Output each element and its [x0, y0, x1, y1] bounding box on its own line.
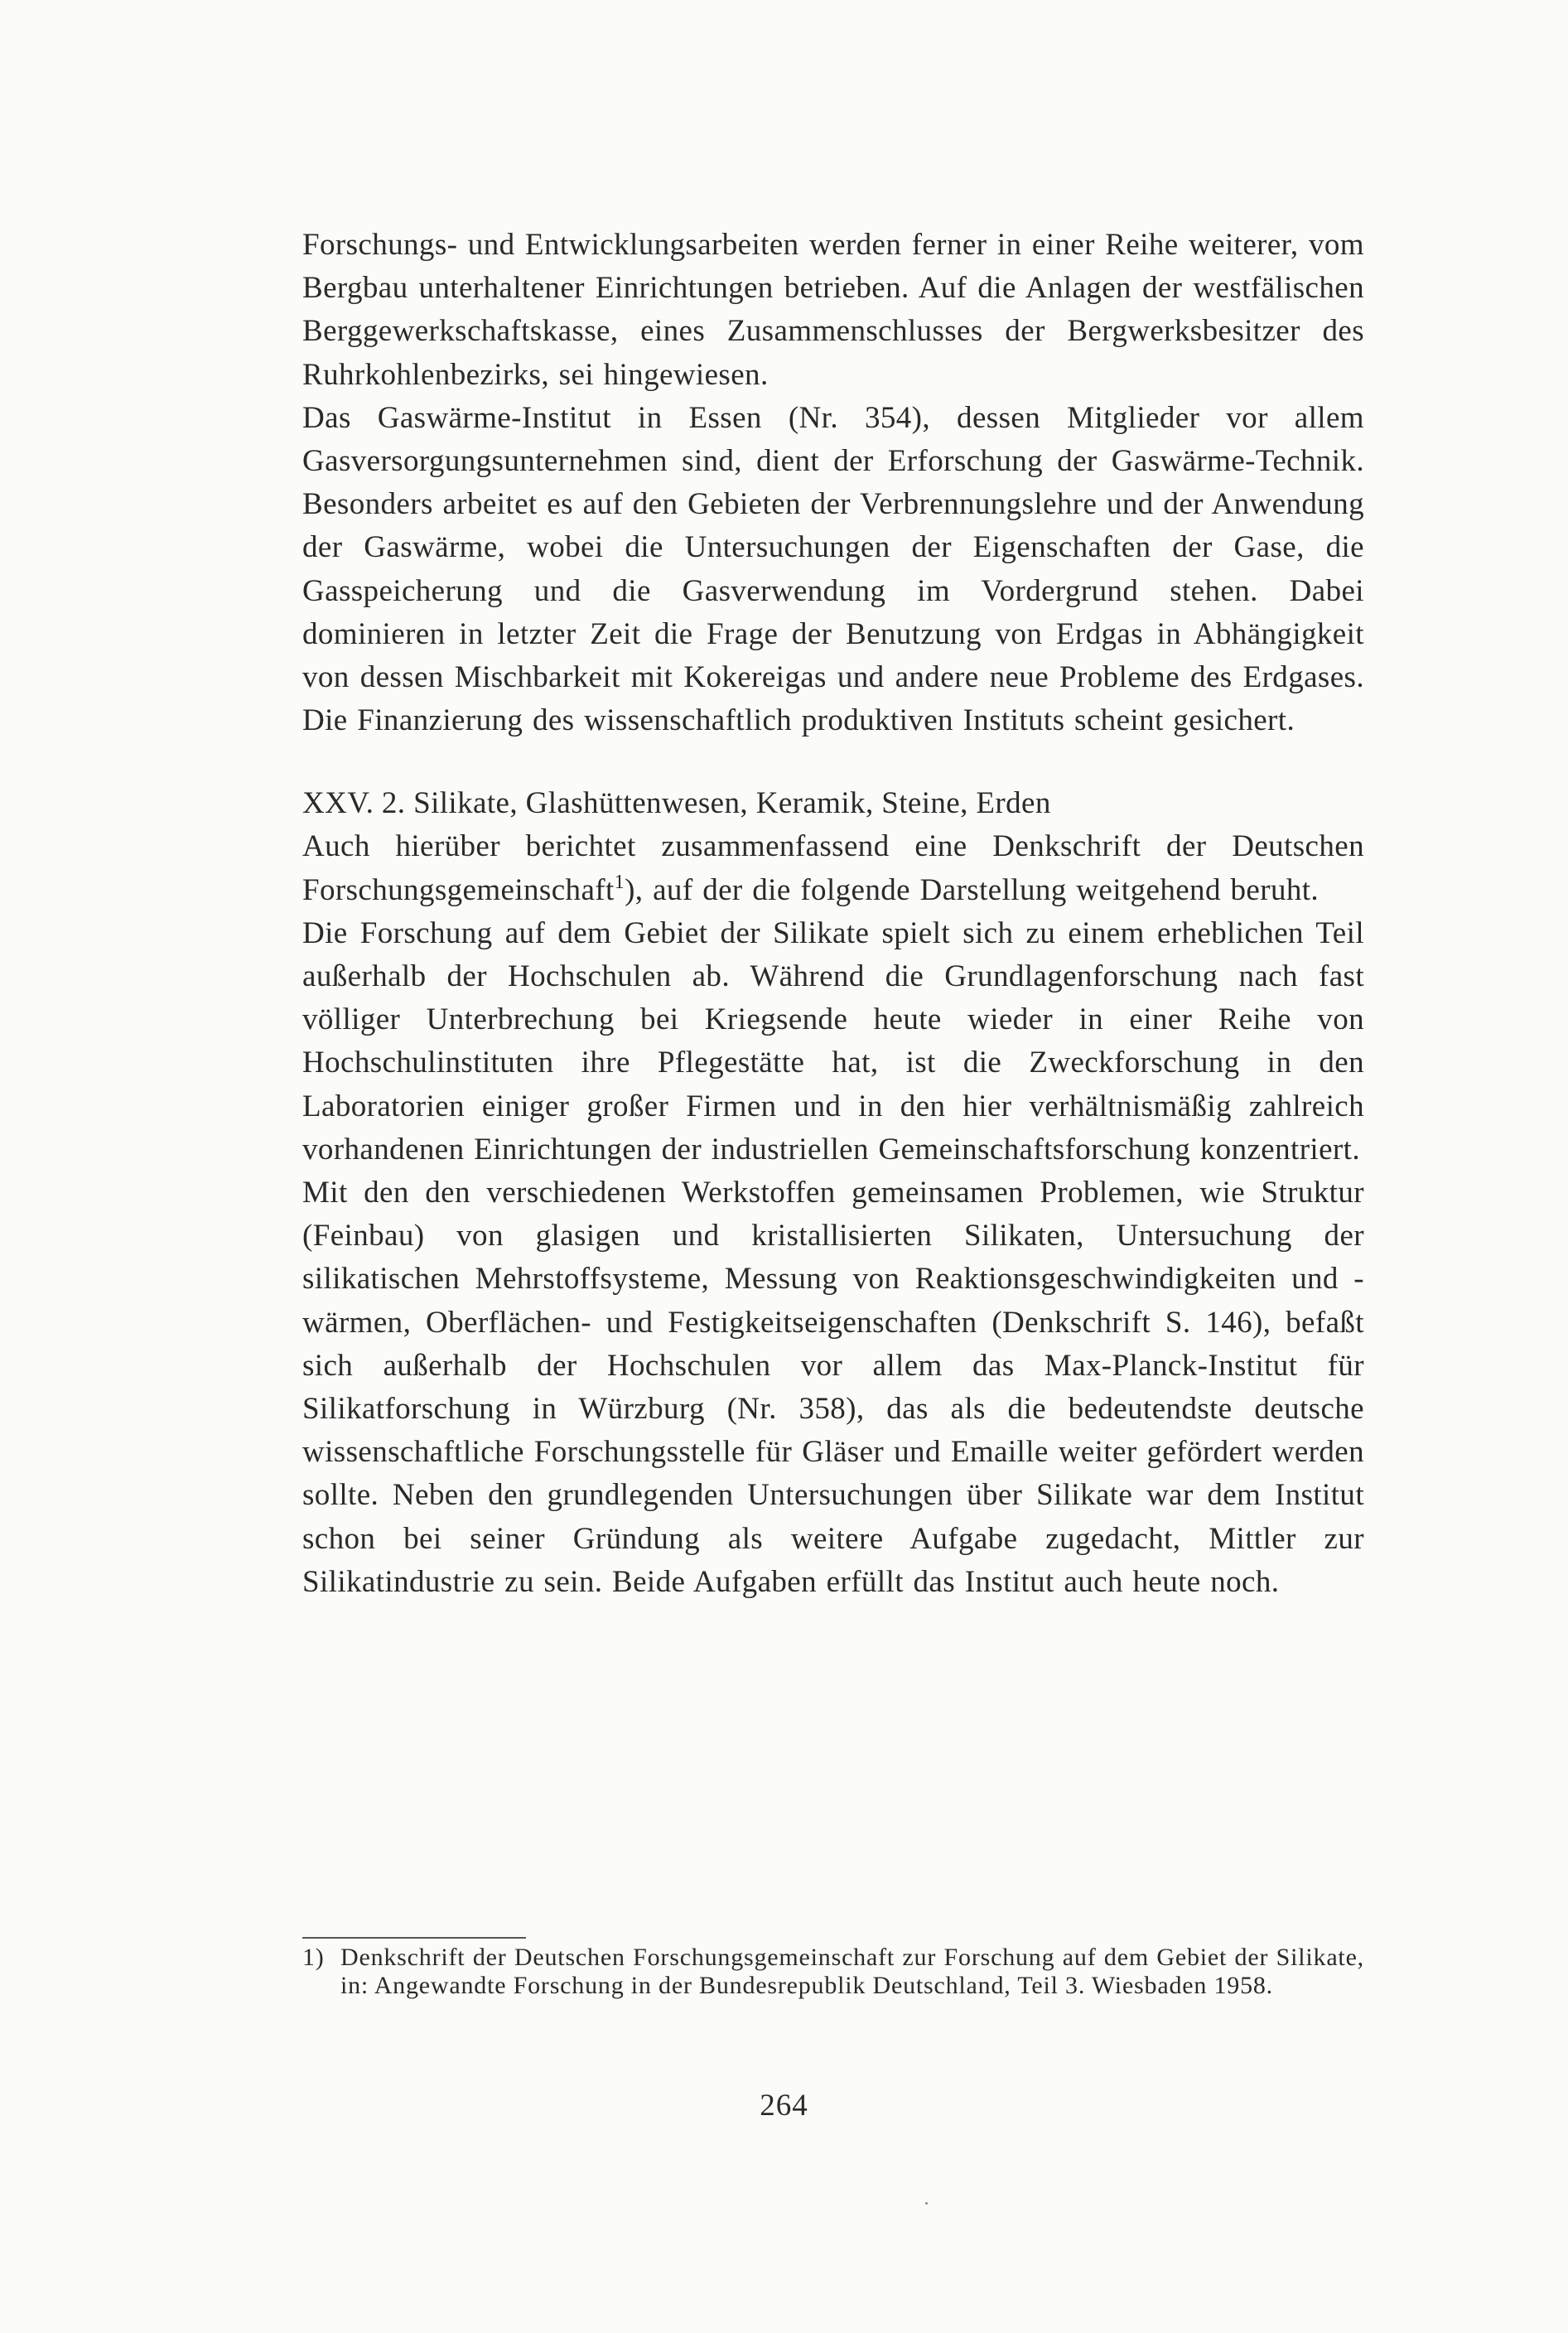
paragraph-max-planck-institut: Mit den den verschiedenen Werkstoffen gemeinsamen Problemen, wie Struktur (Feinbau) von glasigen und kristallisierten Silikaten, Untersuchung der silikatischen Mehrstoffsysteme, Messung von Reaktionsgeschwindigkeiten und -wärmen, Oberflächen- und Festigkeitseigenschaften (Denkschrift S. 146), befaßt sich außerhalb der Hochschulen vor allem das Max-Planck-Institut für Silikatforschung in Würzburg (Nr. 358), das als die bedeutendste deutsche wissenschaftliche Forschungsstelle für Gläser und Emaille weiter gefördert werden sollte. Neben den grundlegenden Untersuchungen über Silikate war dem Institut schon bei seiner Gründung als weitere Aufgabe zugedacht, Mittler zur Silikatindustrie zu sein. Beide Aufgaben erfüllt das Institut auch heute noch. [302, 1176, 1364, 1599]
page-speck [925, 2202, 928, 2205]
text-column [302, 224, 1364, 1604]
page-number: 264 [760, 2089, 808, 2123]
footnote [302, 1944, 1364, 2000]
paragraph-denkschrift [302, 825, 1364, 911]
paragraph-bergbau-einrichtungen: Forschungs- und Entwicklungsarbeiten werden ferner in einer Reihe weiterer, vom Bergbau unterhaltener Einrichtungen betrieben. Auf die Anlagen der westfälischen Berggewerkschaftskasse, eines Zusammenschlusses der Bergwerksbesitzer des Ruhrkohlenbezirks, sei hingewiesen. [302, 228, 1364, 392]
paragraph-denkschrift-end: ), auf der die folgende Darstellung weitgehend beruht. [625, 872, 1320, 907]
paragraph-gaswaerme-institut: Das Gaswärme-Institut in Essen (Nr. 354), dessen Mitglieder vor allem Gasversorgungsunternehmen sind, dient der Erforschung der Gaswärme-Technik. Besonders arbeitet es auf den Gebieten der Verbrennungslehre und der Anwendung der Gaswärme, wobei die Untersuchungen der Eigenschaften der Gase, die Gasspeicherung und die Gasverwendung im Vordergrund stehen. Dabei dominieren in letzter Zeit die Frage der Benutzung von Erdgas in Abhängigkeit von dessen Mischbarkeit mit Kokereigas und andere neue Probleme des Erdgases. Die Finanzierung des wissenschaftlich produktiven Instituts scheint gesichert. [302, 400, 1364, 738]
footnote-mark: 1) [302, 1944, 325, 1971]
footnote-reference: 1 [614, 871, 625, 893]
paragraph-silikatforschung: Die Forschung auf dem Gebiet der Silikate spielt sich zu einem erheblichen Teil außerhalb der Hochschulen ab. Während die Grundlagenforschung nach fast völliger Unterbrechung bei Kriegsende heute wieder in einer Reihe von Hochschulinstituten ihre Pflegestätte hat, ist die Zweckforschung in den Laboratorien einiger großer Firmen und in den hier verhältnismäßig zahlreich vorhandenen Einrichtungen der industriellen Gemeinschaftsforschung konzentriert. [302, 915, 1364, 1166]
footnote-text: Denkschrift der Deutschen Forschungsgemeinschaft zur Forschung auf dem Gebiet der Silikate, in: Angewandte Forschung in der Bundesrepublik Deutschland, Teil 3. Wiesbaden 1958. [340, 1944, 1364, 1999]
footnote-divider [302, 1937, 526, 1939]
section-heading: XXV. 2. Silikate, Glashüttenwesen, Keramik, Steine, Erden [302, 786, 1051, 821]
paragraph-denkschrift-start: Auch hierüber berichtet zusammenfassend eine Denkschrift der Deutschen Forschungsgemeinschaft [302, 829, 1364, 907]
